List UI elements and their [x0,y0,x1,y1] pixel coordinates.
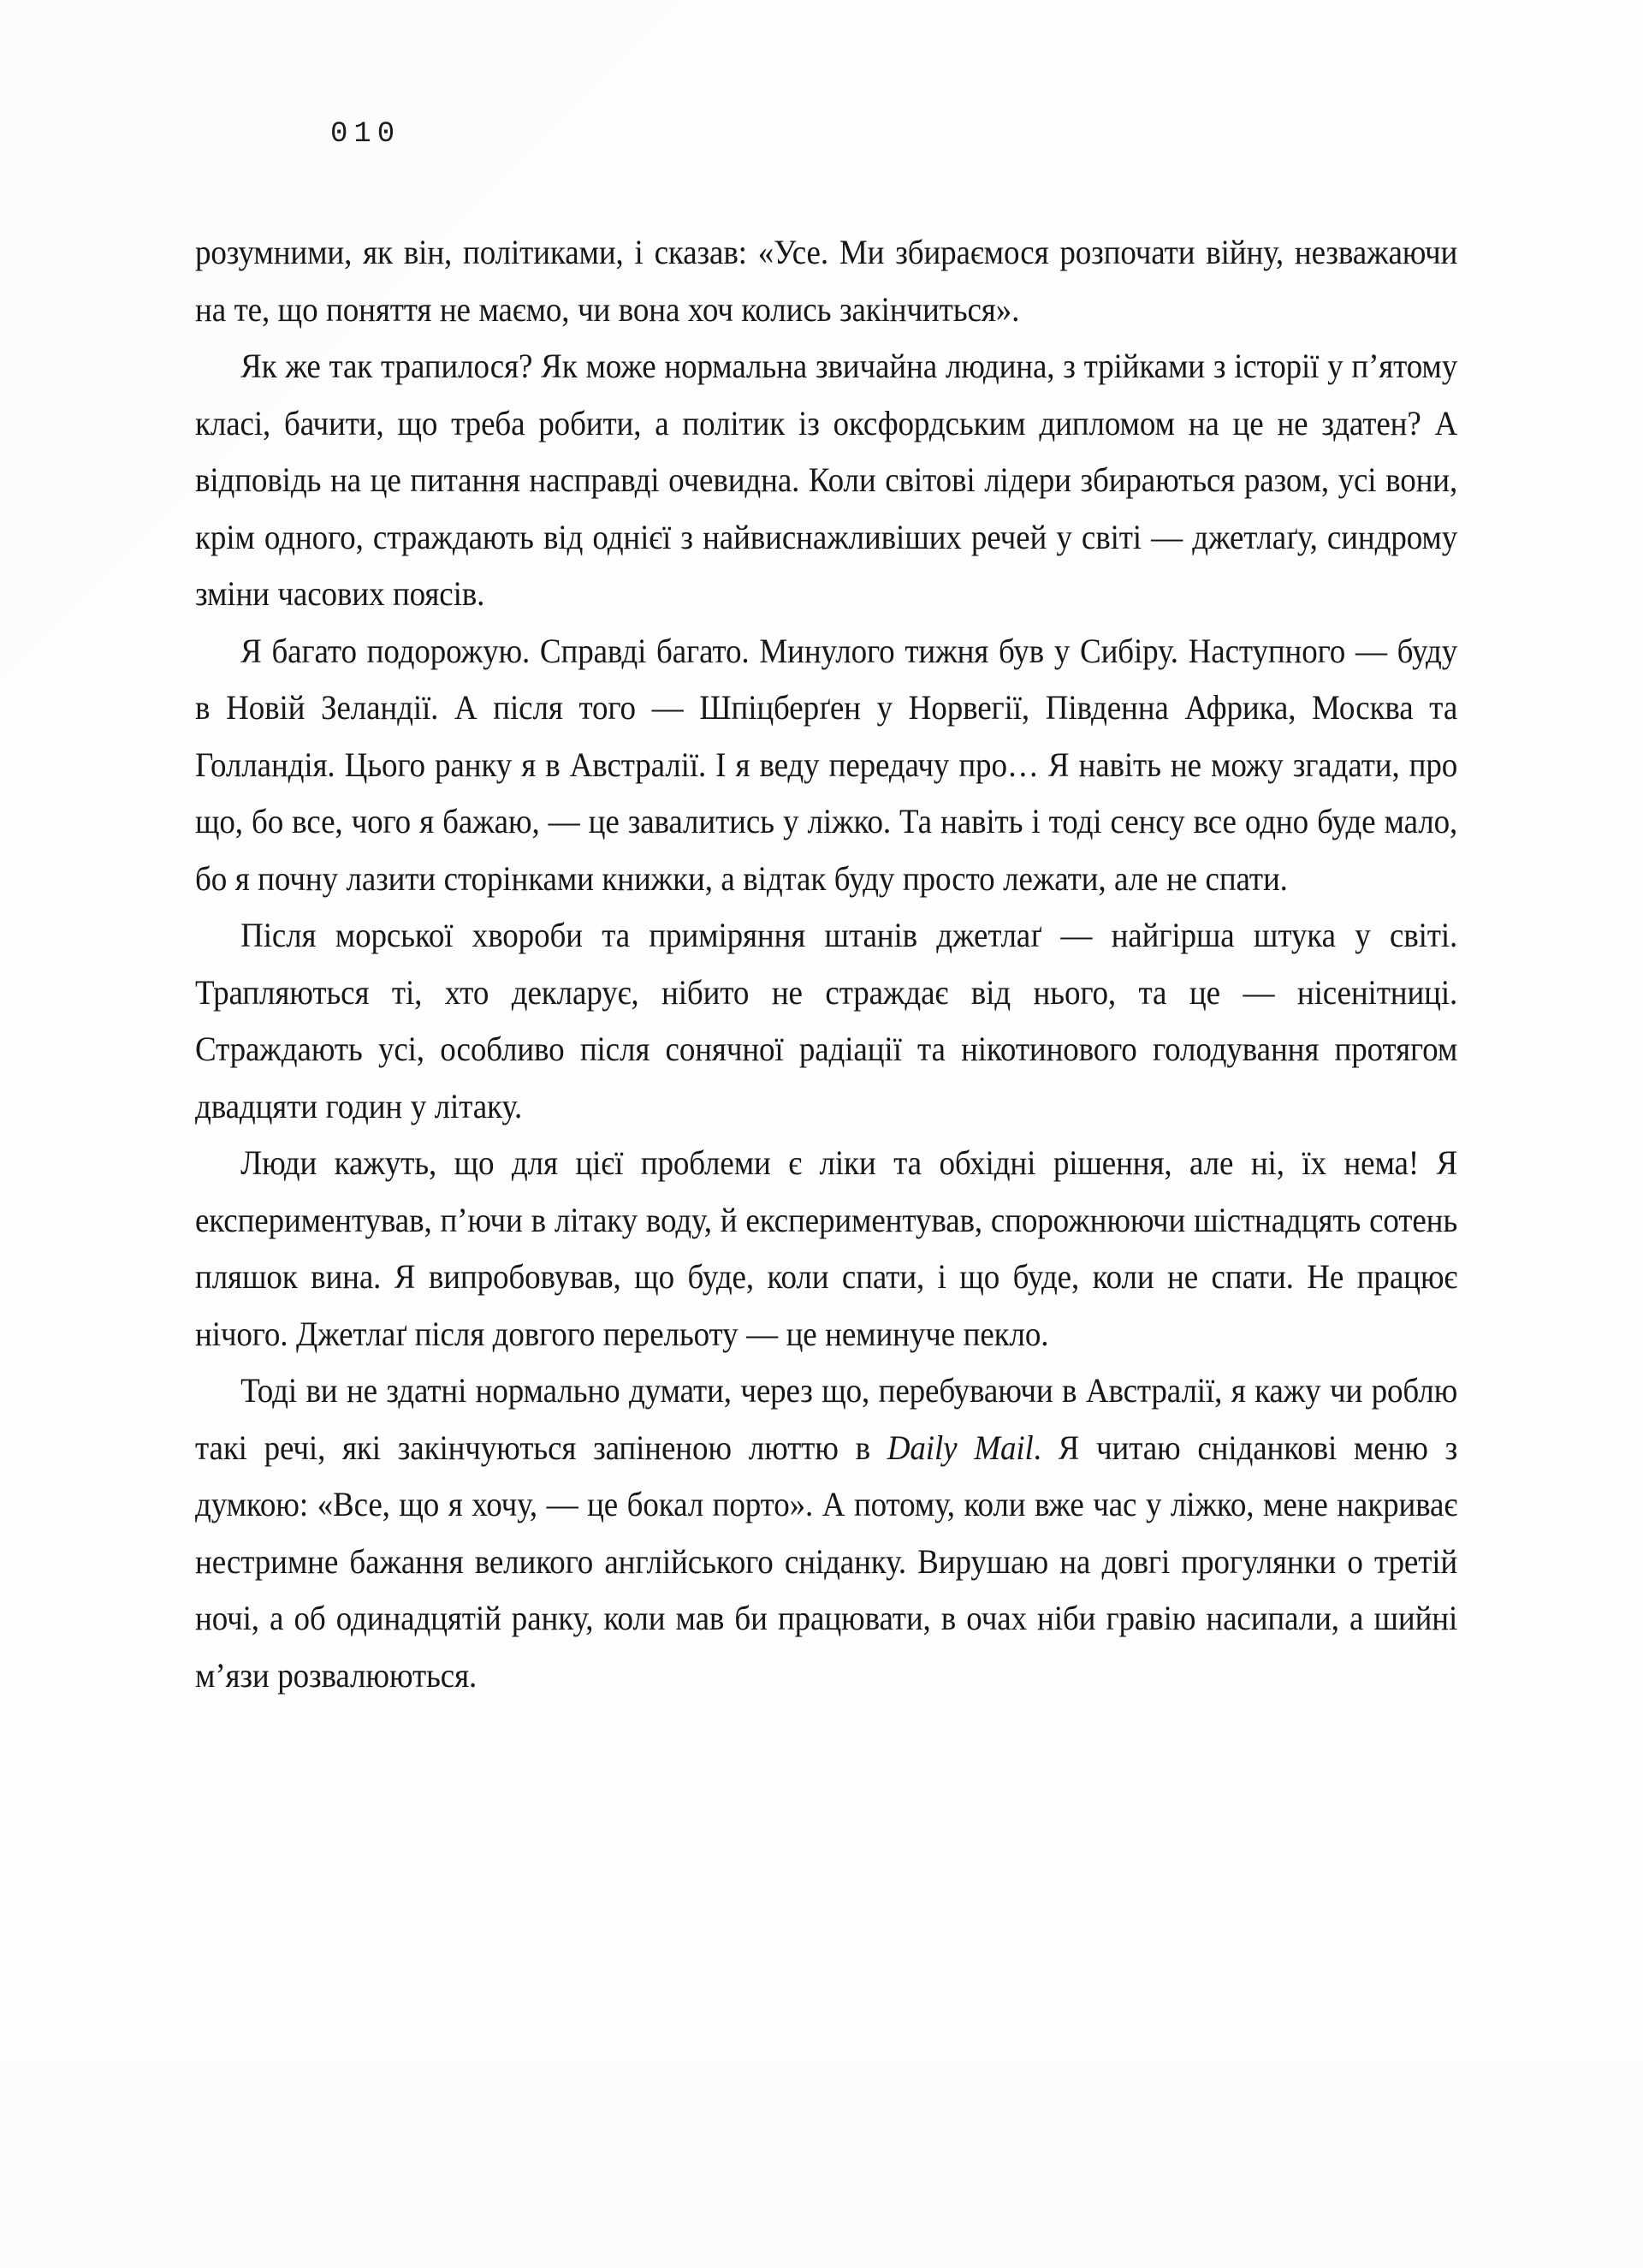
paragraph-block [195,338,1457,623]
paragraph-block [195,623,1457,908]
para-people-say [195,1135,1457,1363]
paragraph-block [195,1363,1457,1704]
para-i-travel-a-lot [195,623,1457,908]
page-number: 010 [330,118,401,151]
para-how-did-it-happen [195,338,1457,623]
text-run: Як же так трапилося? Як може нормальна звичайна людина, з трійками з історії у п’ятому класі, бачити, що треба робити, а політик із оксфордським дипломом на це не здатен? А відповідь на це питання насправді очевидна. Коли світові лідери збираються разом, усі вони, крім одного, страждають від однієї з найвиснажливіших речей у світі — джетлаґу, синдрому зміни часових поясів. [195,347,1458,613]
publication-title: Daily Mail [887,1428,1034,1467]
paragraph-block [195,1135,1457,1363]
para-then-you-cannot-think [195,1363,1457,1704]
paragraph-block [195,224,1457,338]
text-run: Тоді ви не здатні нормально думати, через що, перебуваючи в Австралії, я кажу чи роблю такі речі, які закінчуються запіненою люттю в [195,1371,1458,1467]
text-run: розумними, як він, політиками, і сказав: «Усе. Ми збираємося розпочати війну, незважаючи на те, що поняття не маємо, чи вона хоч колись закінчиться». [195,233,1458,329]
para-seasickness [195,907,1457,1135]
text-run: Я багато подорожую. Справді багато. Минулого тижня був у Сибіру. Наступного — буду в Новій Зеландії. А після того — Шпіцберґен у Норвегії, Південна Африка, Москва та Голландія. Цього ранку я в Австралії. І я веду передачу про… Я навіть не можу згадати, про що, бо все, чого я бажаю, — це завалитись у ліжко. Та навіть і тоді сенсу все одно буде мало, бо я почну лазити сторінками книжки, а відтак буду просто лежати, але не спати. [195,631,1458,898]
para-continuation [195,224,1457,338]
text-column [195,224,1457,1704]
text-run: Після морської хвороби та приміряння штанів джетлаґ — найгірша штука у світі. Трапляються ті, хто декларує, нібито не страждає від нього, та це — нісенітниці. Страждають усі, особливо після сонячної радіації та нікотинового голодування протягом двадцяти годин у літаку. [195,916,1458,1125]
paragraph-block [195,907,1457,1135]
text-run: Люди кажуть, що для цієї проблеми є ліки та обхідні рішення, але ні, їх нема! Я експериментував, п’ючи в літаку воду, й експериментував, спорожнюючи шістнадцять сотень пляшок вина. Я випробовував, що буде, коли спати, і що буде, коли не спати. Не працює нічого. Джетлаґ після довгого перельоту — це неминуче пекло. [195,1143,1458,1353]
text-run: . Я читаю сніданкові меню з думкою: «Все, що я хочу, — це бокал порто». А потому, коли вже час у ліжко, мене накриває нестримне бажання великого англійського сніданку. Вирушаю на довгі прогулянки о третій ночі, а об одинадцятій ранку, коли мав би працювати, в очах ніби гравію насипали, а шийні м’язи розвалюються. [195,1428,1458,1695]
